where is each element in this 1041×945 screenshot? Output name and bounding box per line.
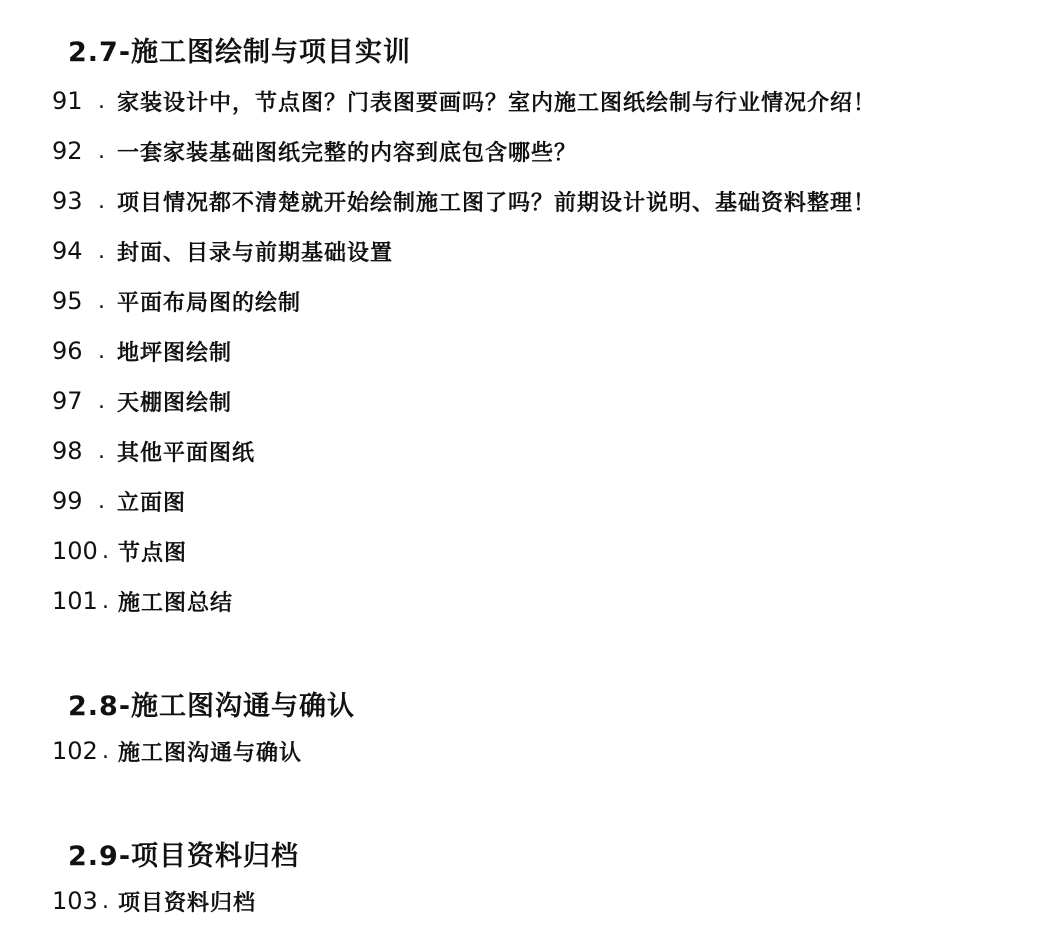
item-number: 98 (52, 437, 83, 465)
list-item (52, 84, 876, 118)
item-separator: . (98, 138, 105, 164)
item-separator: . (98, 338, 105, 364)
item-text: 施工图总结 (118, 590, 234, 616)
item-text: 一套家装基础图纸完整的内容到底包含哪些？ (117, 140, 578, 166)
item-text: 封面、目录与前期基础设置 (117, 240, 394, 266)
item-text: 平面布局图的绘制 (117, 290, 302, 316)
list-item (52, 134, 577, 168)
section-heading-2-8: 2.8-施工图沟通与确认 (68, 691, 356, 722)
item-separator: . (98, 488, 105, 514)
item-number: 91 (52, 87, 83, 115)
item-text: 天棚图绘制 (117, 390, 233, 416)
item-number: 95 (52, 287, 83, 315)
list-item (52, 434, 255, 468)
item-separator: . (102, 888, 109, 914)
item-text: 施工图沟通与确认 (118, 740, 303, 766)
item-number: 99 (52, 487, 83, 515)
list-item (52, 734, 302, 768)
list-item (52, 334, 232, 368)
item-separator: . (102, 538, 109, 564)
item-number: 94 (52, 237, 83, 265)
item-text: 项目情况都不清楚就开始绘制施工图了吗？前期设计说明、基础资料整理！ (117, 190, 877, 216)
section-heading-2-9: 2.9-项目资料归档 (68, 841, 300, 872)
list-item (52, 284, 301, 318)
item-text: 节点图 (118, 540, 188, 566)
list-item (52, 884, 256, 918)
item-number: 96 (52, 337, 83, 365)
item-separator: . (102, 588, 109, 614)
item-separator: . (102, 738, 109, 764)
item-text: 其他平面图纸 (117, 440, 256, 466)
list-item (52, 234, 393, 268)
item-text: 家装设计中，节点图？门表图要画吗？室内施工图纸绘制与行业情况介绍！ (117, 90, 877, 116)
list-item (52, 584, 233, 618)
item-separator: . (98, 288, 105, 314)
item-separator: . (98, 238, 105, 264)
item-text: 项目资料归档 (118, 890, 257, 916)
list-item (52, 534, 187, 568)
item-number: 97 (52, 387, 83, 415)
item-separator: . (98, 438, 105, 464)
item-separator: . (98, 188, 105, 214)
list-item (52, 384, 232, 418)
item-number: 93 (52, 187, 83, 215)
item-number: 102 (52, 737, 98, 765)
list-item (52, 484, 186, 518)
list-item (52, 184, 876, 218)
item-number: 101 (52, 587, 98, 615)
section-heading-2-7: 2.7-施工图绘制与项目实训 (68, 37, 412, 68)
item-number: 103 (52, 887, 98, 915)
item-text: 地坪图绘制 (117, 340, 233, 366)
item-separator: . (98, 388, 105, 414)
item-number: 92 (52, 137, 83, 165)
item-separator: . (98, 88, 105, 114)
item-text: 立面图 (117, 490, 187, 516)
item-number: 100 (52, 537, 98, 565)
